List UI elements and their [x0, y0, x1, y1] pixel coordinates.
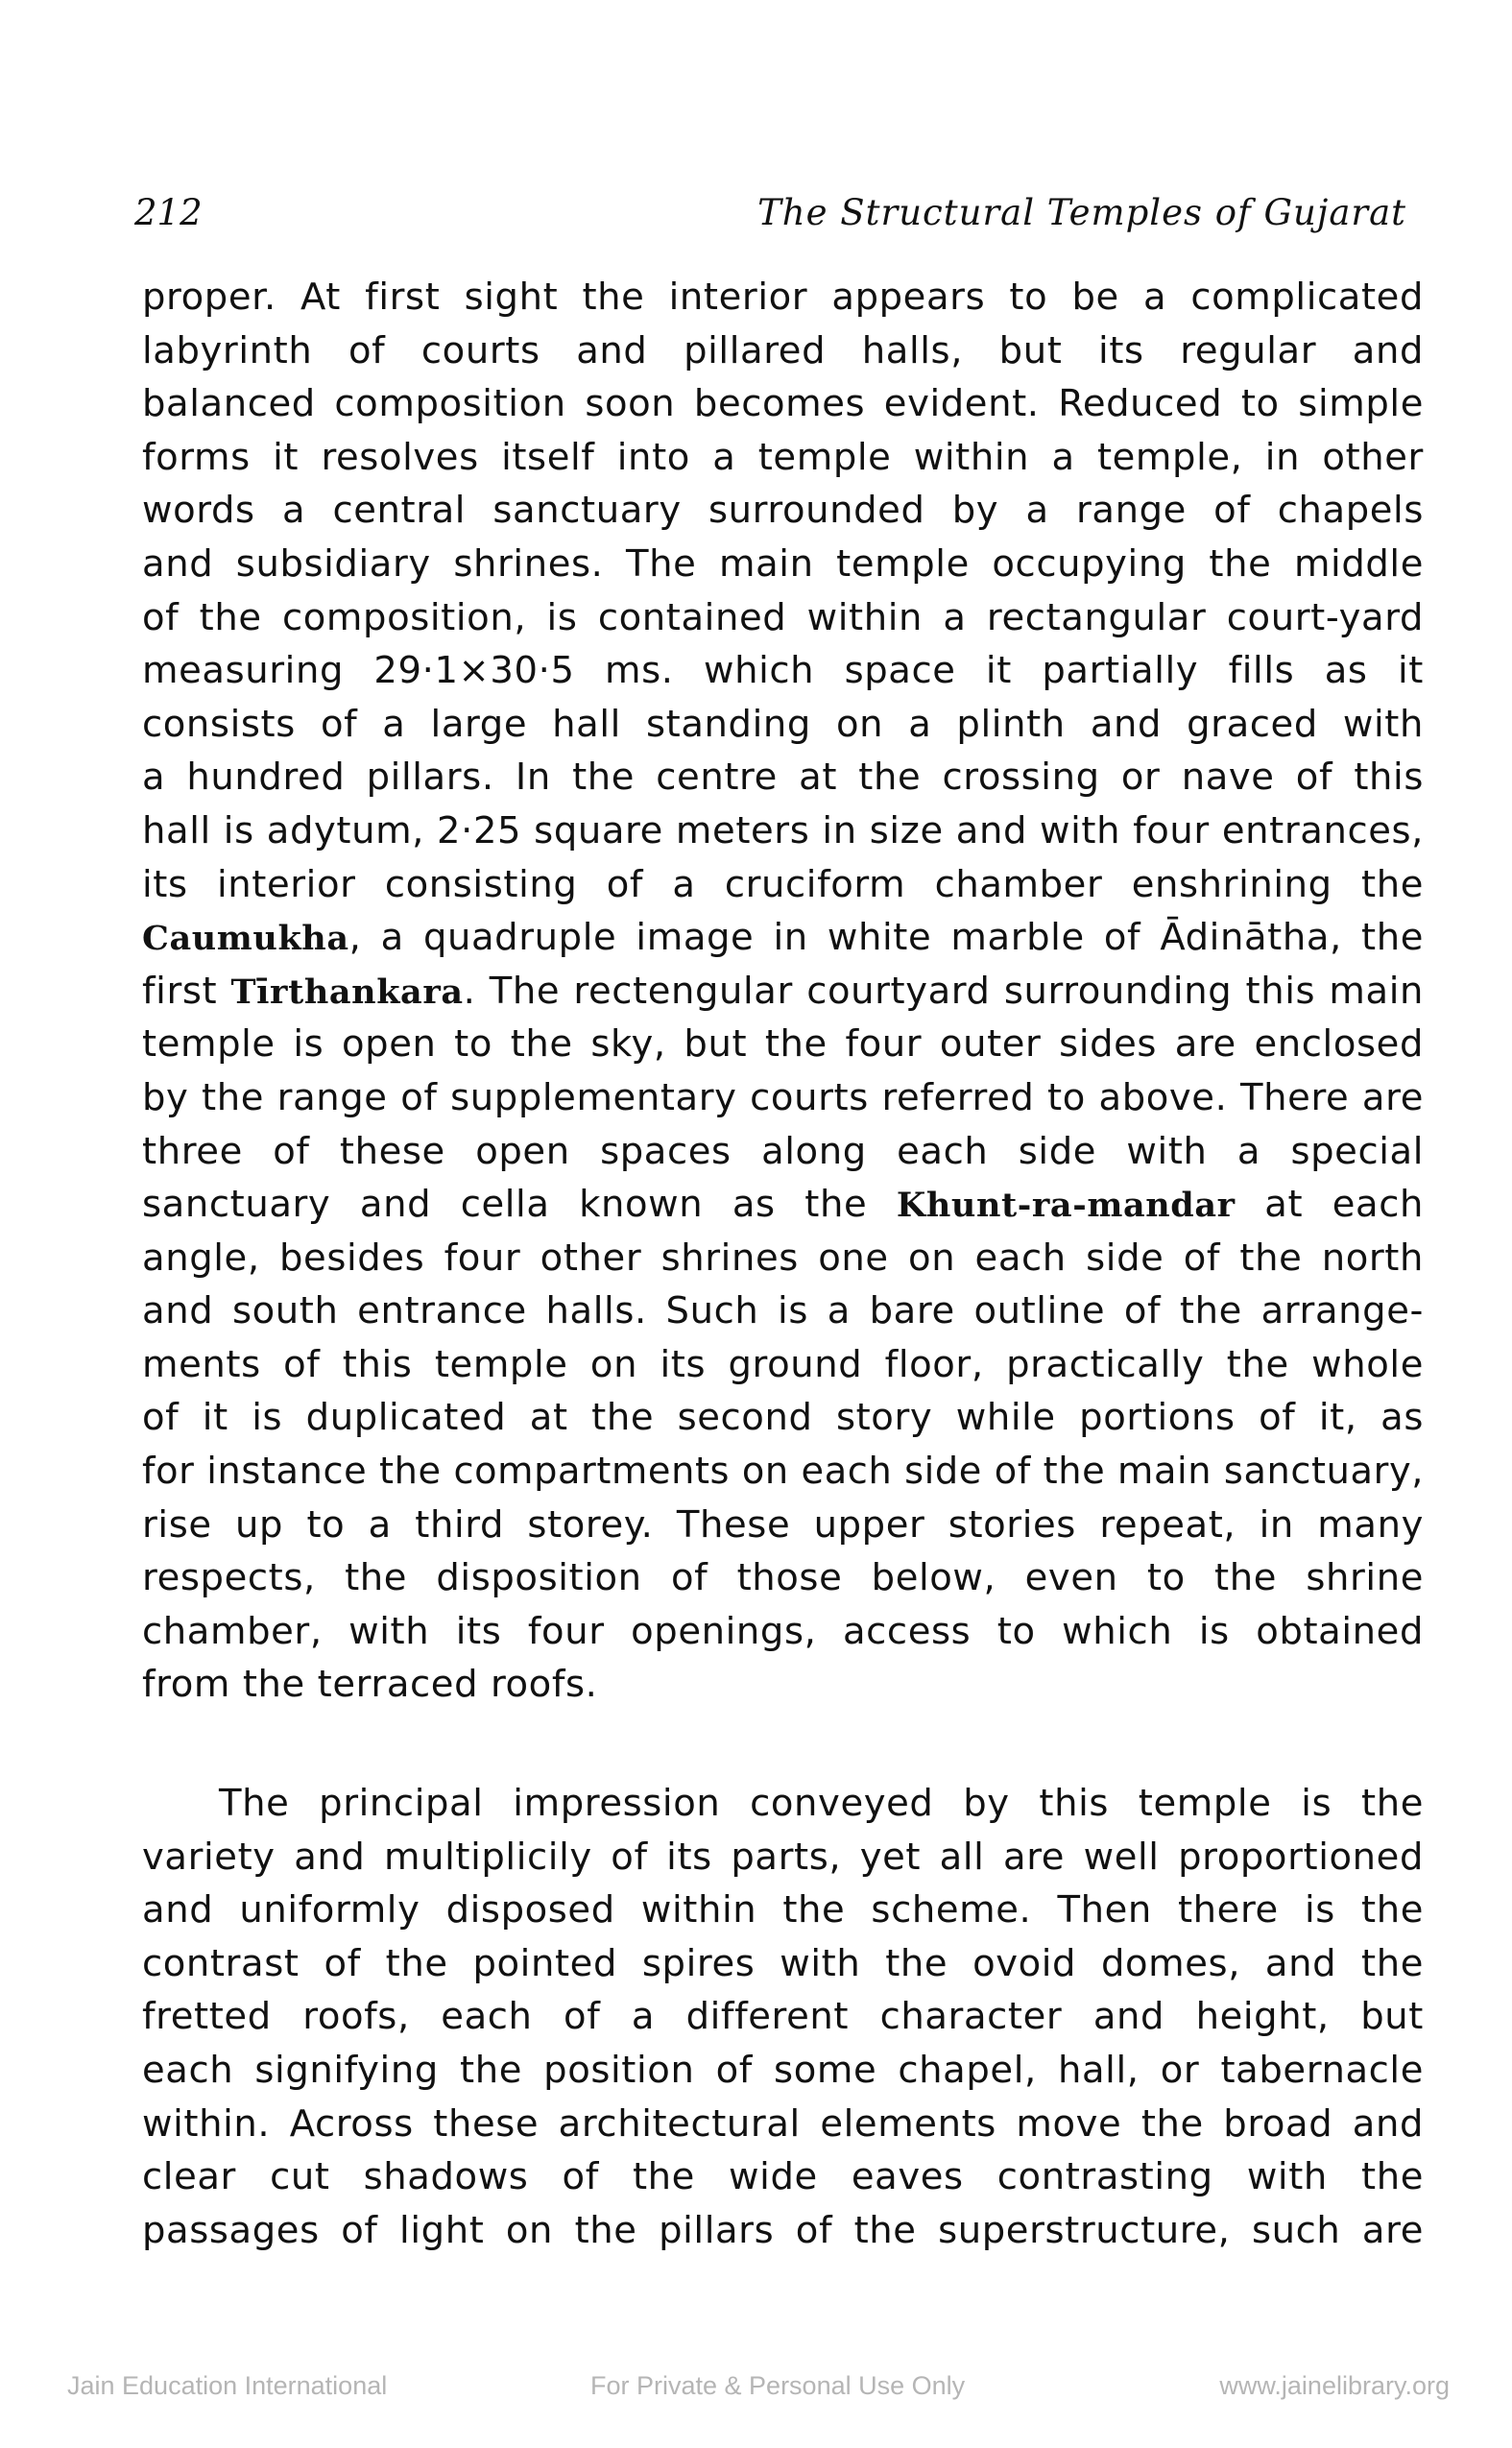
text-line: within. Across these architectural elements move the broad and [142, 2101, 1424, 2146]
text-line: words a central sanctuary surrounded by a range of chapels [142, 489, 1424, 533]
page-number: 212 [134, 192, 203, 233]
text-line: labyrinth of courts and pillared halls, but its regular and [142, 328, 1424, 372]
text-line: for instance the compartments on each side of the main sanctuary, [142, 1450, 1424, 1494]
line-text: sanctuary and cella known as the [142, 1183, 897, 1227]
term-caumukha: Caumukha [142, 919, 349, 959]
text-line: fretted roofs, each of a different character and height, but [142, 1995, 1424, 2039]
text-line: of the composition, is contained within a rectangular court-yard [142, 595, 1424, 639]
running-title: The Structural Temples of Gujarat [757, 192, 1406, 233]
text-line [142, 1178, 1424, 1232]
text-line: clear cut shadows of the wide eaves contrasting with the [142, 2155, 1424, 2199]
text-line: contrast of the pointed spires with the ovoid domes, and the [142, 1941, 1424, 1985]
text-line: and subsidiary shrines. The main temple occupying the middle [142, 541, 1424, 586]
text-line: hall is adytum, 2·25 square meters in size and with four entrances, [142, 808, 1424, 852]
text-line: and uniformly disposed within the scheme. Then there is the [142, 1888, 1424, 1932]
text-line: by the range of supplementary courts referred to above. There are [142, 1075, 1424, 1119]
term-tirthankara: Tīrthankara [230, 972, 464, 1012]
text-line: rise up to a third storey. These upper stories repeat, in many [142, 1502, 1424, 1547]
page-header [134, 192, 1406, 250]
footer-website-link[interactable]: www.jainelibrary.org [1219, 2371, 1450, 2400]
paragraph-2 [142, 1777, 1424, 2257]
text-line: passages of light on the pillars of the superstructure, such are [142, 2208, 1424, 2252]
text-line: temple is open to the sky, but the four outer sides are enclosed [142, 1022, 1424, 1067]
body-text [142, 271, 1424, 2257]
line-text: . The rectengular courtyard surrounding this main [463, 969, 1424, 1013]
footer-usage-note: For Private & Personal Use Only [590, 2371, 966, 2400]
text-line: ments of this temple on its ground floor, practically the whole [142, 1342, 1424, 1386]
text-line: chamber, with its four openings, access to which is obtained [142, 1609, 1424, 1653]
page-footer [67, 2371, 1450, 2410]
line-text: first [142, 969, 231, 1013]
line-text: at each [1235, 1183, 1424, 1227]
text-line: each signifying the position of some chapel, hall, or tabernacle [142, 2049, 1424, 2092]
text-line [142, 965, 1424, 1019]
text-line: proper. At first sight the interior appears to be a complicated [142, 276, 1424, 319]
text-line: respects, the disposition of those below, even to the shrine [142, 1556, 1424, 1600]
paragraph-1 [142, 271, 1424, 1712]
text-line: angle, besides four other shrines one on each side of the north [142, 1236, 1424, 1280]
text-line: and south entrance halls. Such is a bare outline of the arrange- [142, 1289, 1424, 1333]
text-line [142, 911, 1424, 965]
text-line: variety and multiplicily of its parts, yet all are well proportioned [142, 1835, 1424, 1879]
text-line: a hundred pillars. In the centre at the crossing or nave of this [142, 756, 1424, 800]
text-line: from the terraced roofs. [142, 1663, 598, 1707]
paragraph-gap [142, 1712, 1424, 1777]
text-line: forms it resolves itself into a temple within a temple, in other [142, 435, 1424, 479]
line-text: , a quadruple image in white marble of Ādinātha, the [348, 916, 1424, 960]
term-khunt-ra-mandar: Khunt-ra-mandar [896, 1186, 1236, 1226]
text-line: balanced composition soon becomes evident. Reduced to simple [142, 382, 1424, 426]
text-line: three of these open spaces along each side with a special [142, 1129, 1424, 1173]
text-line: measuring 29·1×30·5 ms. which space it partially fills as it [142, 649, 1424, 693]
text-line: of it is duplicated at the second story while portions of it, as [142, 1396, 1424, 1440]
text-line: consists of a large hall standing on a plinth and graced with [142, 702, 1424, 746]
footer-publisher: Jain Education International [67, 2371, 388, 2400]
text-line: The principal impression conveyed by this temple is the [219, 1782, 1424, 1826]
text-line: its interior consisting of a cruciform chamber enshrining the [142, 862, 1424, 906]
